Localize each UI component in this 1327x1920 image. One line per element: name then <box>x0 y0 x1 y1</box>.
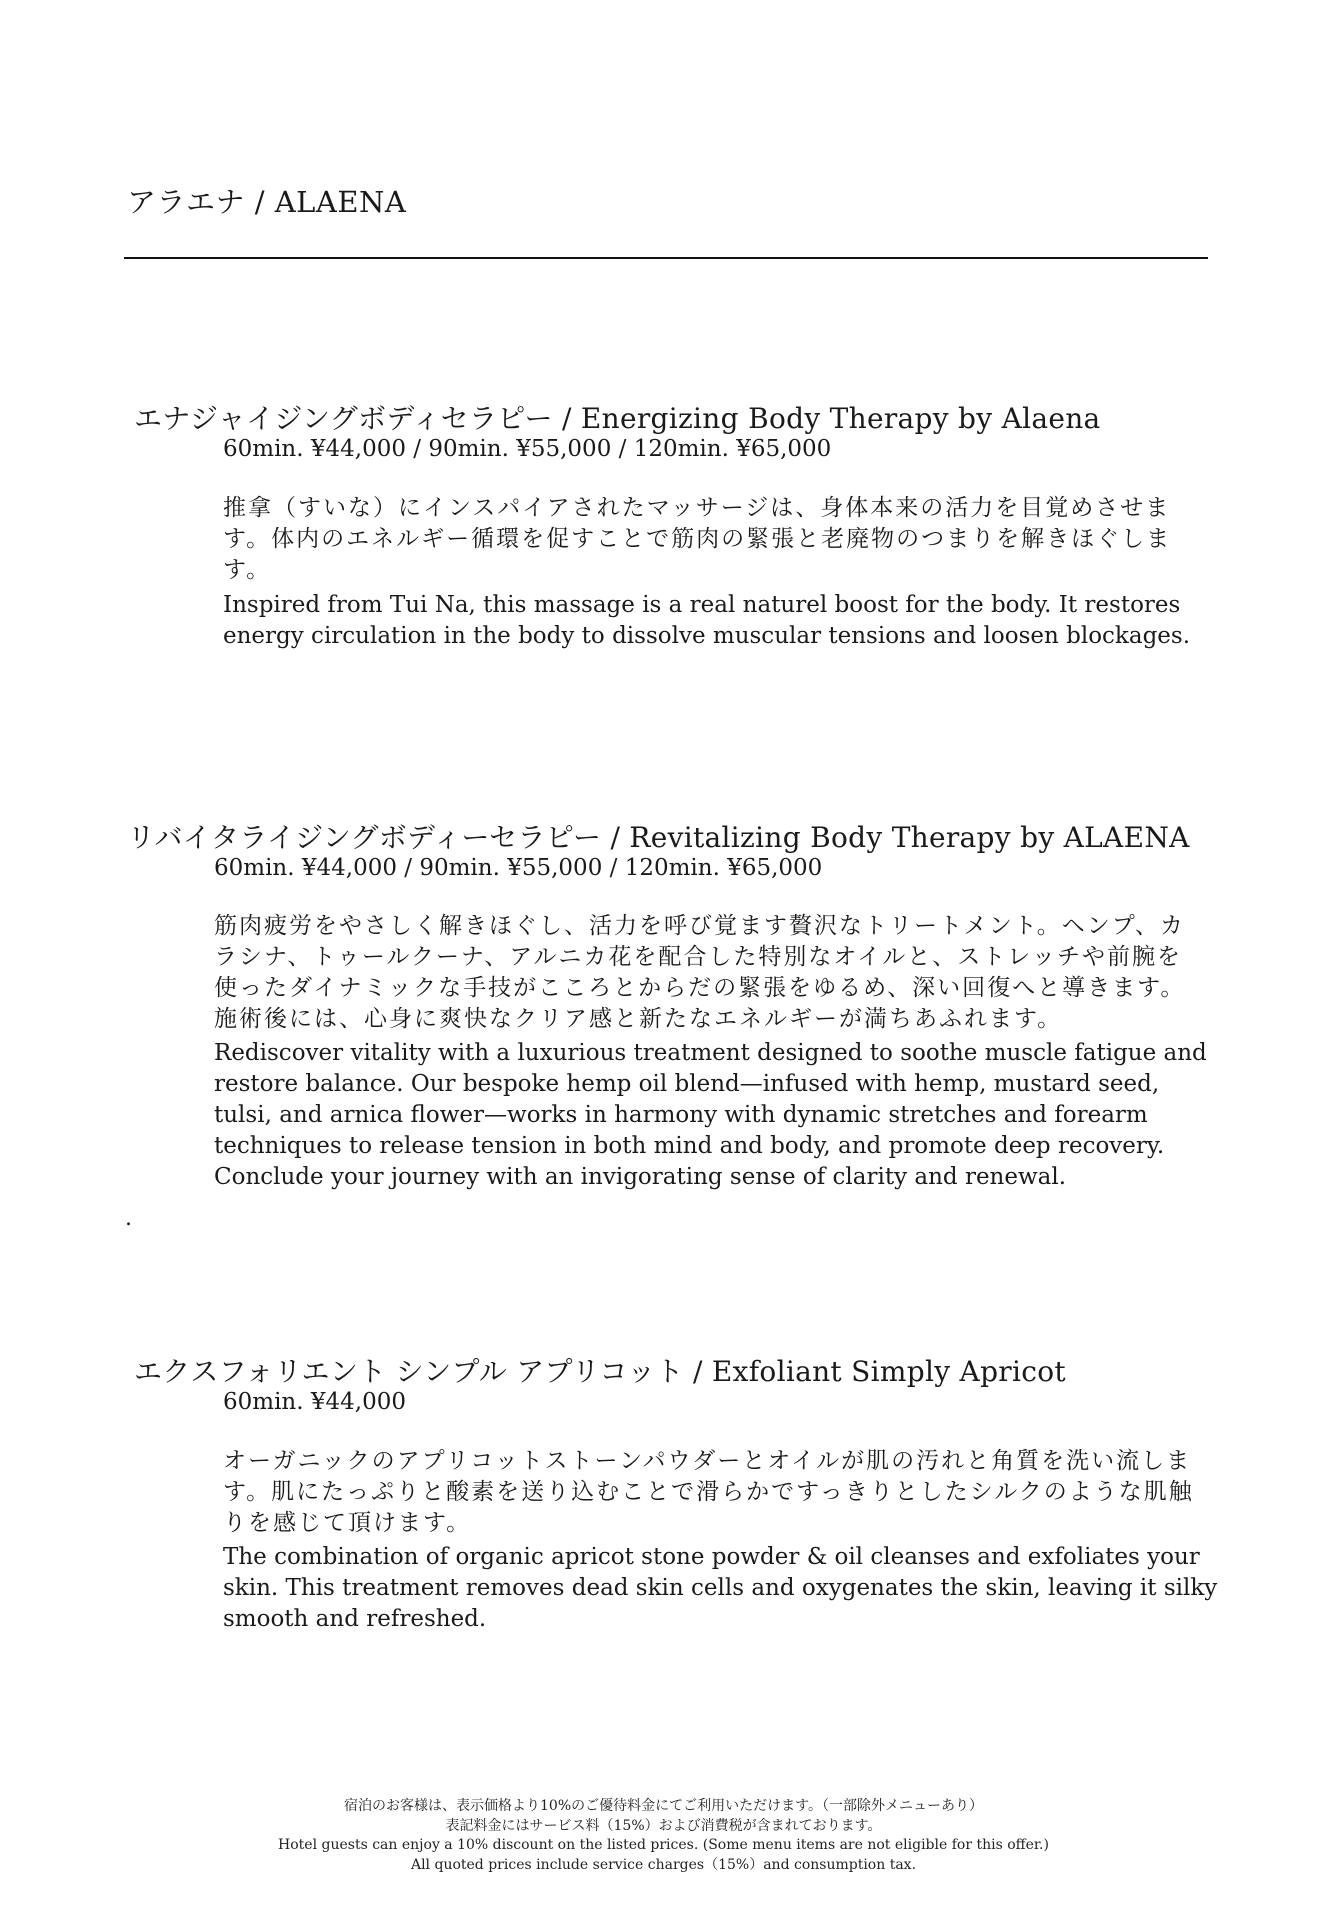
footer-discount-en: Hotel guests can enjoy a 10% discount on the listed prices. (Some menu items are not eligible for this offer.) <box>278 1837 1049 1853</box>
treatment-description-ja: オーガニックのアプリコットストーンパウダーとオイルが肌の汚れと角質を洗い流します。肌にたっぷりと酸素を送り込むことで滑らかですっきりとしたシルクのような肌触りを感じて頂けます。 <box>223 1448 1194 1536</box>
treatment-description-en: The combination of organic apricot stone powder & oil cleanses and exfoliates your skin. This treatment removes dead skin cells and oxygenates the skin, leaving it silky smooth and refreshed. <box>223 1544 1218 1632</box>
treatment-price: 60min. ¥44,000 / 90min. ¥55,000 / 120min. ¥65,000 <box>223 436 832 462</box>
treatment-description-ja: 筋肉疲労をやさしく解きほぐし、活力を呼び覚ます贅沢なトリートメント。ヘンプ、カラシナ、トゥールクーナ、アルニカ花を配合した特別なオイルと、ストレッチや前腕を使ったダイナミックな手技がこころとからだの緊張をゆるめ、深い回復へと導きます。施術後には、心身に爽快なクリア感と新たなエネルギーが満ちあふれます。 <box>214 913 1186 1032</box>
treatment-price: 60min. ¥44,000 / 90min. ¥55,000 / 120min. ¥65,000 <box>214 855 823 881</box>
treatment-price: 60min. ¥44,000 <box>223 1389 406 1415</box>
treatment-title: リバイタライジングボディーセラピー / Revitalizing Body Therapy by ALAENA <box>127 821 1190 854</box>
stray-dot: . <box>125 1206 132 1231</box>
footer-tax-ja: 表記料金にはサービス料（15%）および消費税が含まれております。 <box>445 1817 882 1834</box>
treatment-title: エクスフォリエント シンプル アプリコット / Exfoliant Simply Apricot <box>134 1355 1066 1388</box>
treatment-description-en: Rediscover vitality with a luxurious treatment designed to soothe muscle fatigue and restore balance. Our bespoke hemp oil blend—infused with hemp, mustard seed, tulsi, and arnica flower—works in harmony with dynamic stretches and forearm techniques to release tension in both mind and body, and promote deep recovery. Conclude your journey with an invigorating sense of clarity and renewal. <box>214 1040 1207 1190</box>
footer-tax-en: All quoted prices include service charges（15%）and consumption tax. <box>410 1856 917 1873</box>
header-divider <box>124 257 1208 259</box>
treatment-description-ja: 推拿（すいな）にインスパイアされたマッサージは、身体本来の活力を目覚めさせます。体内のエネルギー循環を促すことで筋肉の緊張と老廃物のつまりを解きほぐします。 <box>223 495 1172 583</box>
footer-discount-ja: 宿泊のお客様は、表示価格より10%のご優待料金にてご利用いただけます。（一部除外メニューあり） <box>344 1798 983 1814</box>
treatment-title: エナジャイジングボディセラピー / Energizing Body Therapy by Alaena <box>134 402 1101 435</box>
treatment-description-en: Inspired from Tui Na, this massage is a real naturel boost for the body. It restores energy circulation in the body to dissolve muscular tensions and loosen blockages. <box>223 592 1191 649</box>
page-title: アラエナ / ALAENA <box>127 185 407 219</box>
footer-notes <box>0 1797 1327 1875</box>
